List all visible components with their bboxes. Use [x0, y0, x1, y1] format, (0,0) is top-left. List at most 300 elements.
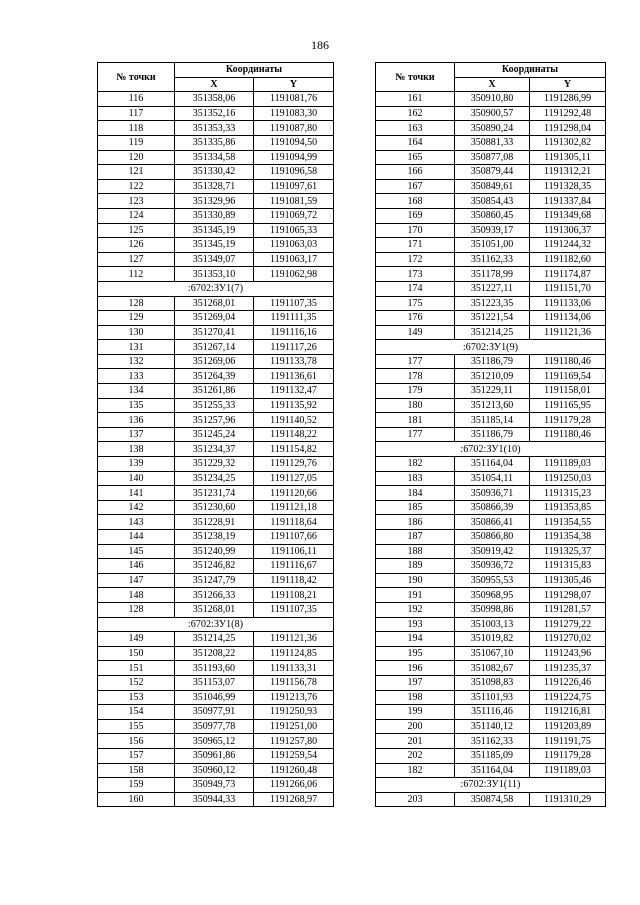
table-row	[98, 675, 334, 690]
x-coordinate-cell: 350877,08	[455, 150, 530, 165]
x-coordinate-cell: 351329,96	[175, 194, 254, 209]
x-coordinate-cell: 351334,58	[175, 150, 254, 165]
table-row	[376, 457, 606, 472]
point-number-cell: 131	[98, 340, 175, 355]
y-coordinate-cell: 1191165,95	[530, 398, 606, 413]
point-number-cell: 124	[98, 208, 175, 223]
y-coordinate-cell: 1191108,21	[254, 588, 334, 603]
point-number-cell: 127	[98, 252, 175, 267]
table-row	[376, 792, 606, 807]
y-coordinate-cell: 1191121,36	[530, 325, 606, 340]
table-row	[98, 778, 334, 793]
table-row	[376, 530, 606, 545]
point-number-cell: 122	[98, 179, 175, 194]
x-coordinate-cell: 350849,61	[455, 179, 530, 194]
y-coordinate-cell: 1191302,82	[530, 135, 606, 150]
y-coordinate-cell: 1191216,81	[530, 705, 606, 720]
y-coordinate-cell: 1191180,46	[530, 354, 606, 369]
point-number-cell: 123	[98, 194, 175, 209]
point-number-cell: 188	[376, 544, 455, 559]
table-row	[98, 194, 334, 209]
y-coordinate-cell: 1191154,82	[254, 442, 334, 457]
y-coordinate-cell: 1191266,06	[254, 778, 334, 793]
x-coordinate-cell: 351164,04	[455, 457, 530, 472]
table-row	[376, 398, 606, 413]
y-coordinate-cell: 1191298,04	[530, 121, 606, 136]
section-header-row	[376, 340, 606, 355]
x-coordinate-cell: 351193,60	[175, 661, 254, 676]
section-label: :6702:ЗУ1(11)	[376, 778, 606, 793]
point-number-cell: 180	[376, 398, 455, 413]
x-coordinate-cell: 350900,57	[455, 106, 530, 121]
table-row	[98, 457, 334, 472]
x-coordinate-cell: 351214,25	[455, 325, 530, 340]
y-coordinate-cell: 1191133,78	[254, 354, 334, 369]
x-coordinate-cell: 351353,10	[175, 267, 254, 282]
point-number-cell: 116	[98, 92, 175, 107]
table-row	[98, 150, 334, 165]
x-coordinate-cell: 351261,86	[175, 384, 254, 399]
point-number-cell: 139	[98, 457, 175, 472]
y-coordinate-cell: 1191063,17	[254, 252, 334, 267]
point-number-cell: 128	[98, 296, 175, 311]
x-coordinate-cell: 351266,33	[175, 588, 254, 603]
x-coordinate-cell: 350998,86	[455, 602, 530, 617]
x-coordinate-cell: 351229,11	[455, 384, 530, 399]
x-coordinate-cell: 351227,11	[455, 281, 530, 296]
x-coordinate-cell: 351228,91	[175, 515, 254, 530]
table-row	[376, 208, 606, 223]
point-number-cell: 152	[98, 675, 175, 690]
table-row	[376, 661, 606, 676]
table-row	[376, 413, 606, 428]
table-row	[376, 690, 606, 705]
y-coordinate-cell: 1191118,42	[254, 573, 334, 588]
y-coordinate-cell: 1191279,22	[530, 617, 606, 632]
y-coordinate-cell: 1191251,00	[254, 719, 334, 734]
y-header: Y	[254, 77, 334, 92]
x-coordinate-cell: 350944,33	[175, 792, 254, 807]
y-coordinate-cell: 1191203,89	[530, 719, 606, 734]
x-coordinate-cell: 351223,35	[455, 296, 530, 311]
x-coordinate-cell: 351186,79	[455, 427, 530, 442]
y-coordinate-cell: 1191268,97	[254, 792, 334, 807]
y-coordinate-cell: 1191069,72	[254, 208, 334, 223]
table-row	[98, 106, 334, 121]
table-row	[376, 573, 606, 588]
x-coordinate-cell: 351140,12	[455, 719, 530, 734]
y-coordinate-cell: 1191136,61	[254, 369, 334, 384]
y-coordinate-cell: 1191179,28	[530, 413, 606, 428]
point-number-cell: 182	[376, 763, 455, 778]
table-row	[98, 165, 334, 180]
point-number-cell: 193	[376, 617, 455, 632]
point-number-cell: 203	[376, 792, 455, 807]
table-body	[376, 92, 606, 807]
page-number: 186	[311, 38, 329, 52]
point-number-cell: 134	[98, 384, 175, 399]
table-row	[98, 646, 334, 661]
point-number-cell: 159	[98, 778, 175, 793]
coordinates-header: Координаты	[175, 63, 334, 78]
point-number-cell: 181	[376, 413, 455, 428]
table-row	[376, 602, 606, 617]
table-row	[376, 325, 606, 340]
x-coordinate-cell: 350977,78	[175, 719, 254, 734]
x-coordinate-cell: 351210,09	[455, 369, 530, 384]
point-number-cell: 174	[376, 281, 455, 296]
table-row	[98, 208, 334, 223]
section-header-row	[376, 778, 606, 793]
y-coordinate-cell: 1191260,48	[254, 763, 334, 778]
y-coordinate-cell: 1191107,35	[254, 602, 334, 617]
y-coordinate-cell: 1191107,35	[254, 296, 334, 311]
table-row	[98, 632, 334, 647]
point-number-cell: 198	[376, 690, 455, 705]
table-row	[376, 311, 606, 326]
point-number-cell: 137	[98, 427, 175, 442]
x-header: X	[455, 77, 530, 92]
y-coordinate-cell: 1191121,36	[254, 632, 334, 647]
point-number-cell: 194	[376, 632, 455, 647]
y-coordinate-cell: 1191189,03	[530, 457, 606, 472]
table-row	[98, 748, 334, 763]
table-row	[376, 486, 606, 501]
x-coordinate-cell: 351162,33	[455, 252, 530, 267]
y-coordinate-cell: 1191224,75	[530, 690, 606, 705]
table-row	[376, 135, 606, 150]
section-label: :6702:ЗУ1(8)	[98, 617, 334, 632]
table-row	[98, 296, 334, 311]
point-number-cell: 126	[98, 238, 175, 253]
x-coordinate-cell: 351269,06	[175, 354, 254, 369]
x-coordinate-cell: 351101,93	[455, 690, 530, 705]
point-number-cell: 197	[376, 675, 455, 690]
x-coordinate-cell: 351153,07	[175, 675, 254, 690]
table-row	[376, 281, 606, 296]
point-number-cell: 151	[98, 661, 175, 676]
point-number-cell: 155	[98, 719, 175, 734]
point-number-cell: 195	[376, 646, 455, 661]
table-row	[98, 719, 334, 734]
y-coordinate-cell: 1191062,98	[254, 267, 334, 282]
point-number-cell: 179	[376, 384, 455, 399]
table-row	[376, 179, 606, 194]
point-number-cell: 183	[376, 471, 455, 486]
x-coordinate-cell: 351234,25	[175, 471, 254, 486]
y-coordinate-cell: 1191353,85	[530, 500, 606, 515]
point-number-cell: 172	[376, 252, 455, 267]
x-coordinate-cell: 351185,14	[455, 413, 530, 428]
y-coordinate-cell: 1191133,06	[530, 296, 606, 311]
table-row	[98, 530, 334, 545]
point-number-cell: 120	[98, 150, 175, 165]
x-coordinate-cell: 351019,82	[455, 632, 530, 647]
y-coordinate-cell: 1191158,01	[530, 384, 606, 399]
x-coordinate-cell: 351267,14	[175, 340, 254, 355]
point-number-cell: 196	[376, 661, 455, 676]
x-coordinate-cell: 350860,45	[455, 208, 530, 223]
y-coordinate-cell: 1191129,76	[254, 457, 334, 472]
x-coordinate-cell: 351335,86	[175, 135, 254, 150]
table-row	[376, 150, 606, 165]
point-number-cell: 119	[98, 135, 175, 150]
x-coordinate-cell: 351264,39	[175, 369, 254, 384]
y-coordinate-cell: 1191106,11	[254, 544, 334, 559]
point-number-cell: 168	[376, 194, 455, 209]
x-coordinate-cell: 351238,19	[175, 530, 254, 545]
y-coordinate-cell: 1191325,37	[530, 544, 606, 559]
point-number-cell: 200	[376, 719, 455, 734]
y-coordinate-cell: 1191081,59	[254, 194, 334, 209]
point-number-cell: 178	[376, 369, 455, 384]
table-row	[376, 748, 606, 763]
point-number-cell: 199	[376, 705, 455, 720]
y-coordinate-cell: 1191354,38	[530, 530, 606, 545]
section-label: :6702:ЗУ1(9)	[376, 340, 606, 355]
y-coordinate-cell: 1191148,22	[254, 427, 334, 442]
y-coordinate-cell: 1191156,78	[254, 675, 334, 690]
table-row	[376, 763, 606, 778]
y-coordinate-cell: 1191328,35	[530, 179, 606, 194]
x-coordinate-cell: 351178,99	[455, 267, 530, 282]
point-number-cell: 135	[98, 398, 175, 413]
point-number-cell: 125	[98, 223, 175, 238]
point-number-cell: 144	[98, 530, 175, 545]
point-number-cell: 167	[376, 179, 455, 194]
x-coordinate-cell: 351231,74	[175, 486, 254, 501]
x-coordinate-cell: 351255,33	[175, 398, 254, 413]
point-number-cell: 177	[376, 354, 455, 369]
point-number-cell: 148	[98, 588, 175, 603]
point-number-cell: 169	[376, 208, 455, 223]
y-coordinate-cell: 1191111,35	[254, 311, 334, 326]
x-coordinate-cell: 351353,33	[175, 121, 254, 136]
table-row	[98, 573, 334, 588]
y-coordinate-cell: 1191312,21	[530, 165, 606, 180]
x-coordinate-cell: 351328,71	[175, 179, 254, 194]
table-row	[98, 559, 334, 574]
y-coordinate-cell: 1191124,85	[254, 646, 334, 661]
point-number-cell: 121	[98, 165, 175, 180]
y-coordinate-cell: 1191180,46	[530, 427, 606, 442]
x-coordinate-cell: 351234,37	[175, 442, 254, 457]
table-row	[98, 544, 334, 559]
point-number-header: № точки	[376, 63, 455, 92]
point-number-cell: 118	[98, 121, 175, 136]
table-row	[98, 763, 334, 778]
x-coordinate-cell: 350977,91	[175, 705, 254, 720]
x-coordinate-cell: 351245,24	[175, 427, 254, 442]
point-number-cell: 170	[376, 223, 455, 238]
y-coordinate-cell: 1191243,96	[530, 646, 606, 661]
y-coordinate-cell: 1191096,58	[254, 165, 334, 180]
x-coordinate-cell: 351221,54	[455, 311, 530, 326]
x-coordinate-cell: 351003,13	[455, 617, 530, 632]
point-number-cell: 173	[376, 267, 455, 282]
y-coordinate-cell: 1191250,03	[530, 471, 606, 486]
table-row	[98, 252, 334, 267]
table-row	[98, 179, 334, 194]
point-number-cell: 163	[376, 121, 455, 136]
point-number-cell: 132	[98, 354, 175, 369]
table-row	[98, 398, 334, 413]
table-row	[376, 223, 606, 238]
table-row	[376, 238, 606, 253]
point-number-cell: 141	[98, 486, 175, 501]
point-number-cell: 142	[98, 500, 175, 515]
x-coordinate-cell: 351240,99	[175, 544, 254, 559]
table-row	[376, 719, 606, 734]
point-number-cell: 162	[376, 106, 455, 121]
table-row	[98, 690, 334, 705]
table-row	[376, 121, 606, 136]
y-coordinate-cell: 1191121,18	[254, 500, 334, 515]
table-row	[376, 427, 606, 442]
point-number-cell: 166	[376, 165, 455, 180]
point-number-cell: 165	[376, 150, 455, 165]
point-number-cell: 133	[98, 369, 175, 384]
y-coordinate-cell: 1191306,37	[530, 223, 606, 238]
point-number-cell: 130	[98, 325, 175, 340]
point-number-cell: 128	[98, 602, 175, 617]
table-row	[98, 238, 334, 253]
table-row	[98, 223, 334, 238]
x-coordinate-cell: 350854,43	[455, 194, 530, 209]
table-row	[376, 252, 606, 267]
table-row	[376, 632, 606, 647]
table-row	[98, 500, 334, 515]
y-coordinate-cell: 1191133,31	[254, 661, 334, 676]
table-row	[376, 194, 606, 209]
x-coordinate-cell: 350874,58	[455, 792, 530, 807]
point-number-cell: 136	[98, 413, 175, 428]
y-coordinate-cell: 1191189,03	[530, 763, 606, 778]
x-coordinate-cell: 350968,95	[455, 588, 530, 603]
y-coordinate-cell: 1191315,83	[530, 559, 606, 574]
table-row	[376, 267, 606, 282]
y-coordinate-cell: 1191298,07	[530, 588, 606, 603]
x-coordinate-cell: 350866,80	[455, 530, 530, 545]
point-number-cell: 192	[376, 602, 455, 617]
y-coordinate-cell: 1191094,99	[254, 150, 334, 165]
point-number-cell: 160	[98, 792, 175, 807]
x-coordinate-cell: 351247,79	[175, 573, 254, 588]
point-number-cell: 138	[98, 442, 175, 457]
x-coordinate-cell: 351185,09	[455, 748, 530, 763]
y-coordinate-cell: 1191226,46	[530, 675, 606, 690]
y-coordinate-cell: 1191117,26	[254, 340, 334, 355]
table-row	[98, 267, 334, 282]
table-row	[376, 559, 606, 574]
y-coordinate-cell: 1191286,99	[530, 92, 606, 107]
table-row	[376, 296, 606, 311]
y-coordinate-cell: 1191065,33	[254, 223, 334, 238]
x-coordinate-cell: 351257,96	[175, 413, 254, 428]
x-coordinate-cell: 351082,67	[455, 661, 530, 676]
x-coordinate-cell: 350866,41	[455, 515, 530, 530]
point-number-cell: 190	[376, 573, 455, 588]
point-number-cell: 112	[98, 267, 175, 282]
y-coordinate-cell: 1191174,87	[530, 267, 606, 282]
y-coordinate-cell: 1191127,05	[254, 471, 334, 486]
section-header-row	[98, 281, 334, 296]
table-row	[98, 340, 334, 355]
y-coordinate-cell: 1191151,70	[530, 281, 606, 296]
x-coordinate-cell: 351051,00	[455, 238, 530, 253]
y-coordinate-cell: 1191292,48	[530, 106, 606, 121]
table-row	[376, 544, 606, 559]
point-number-cell: 146	[98, 559, 175, 574]
table-row	[376, 165, 606, 180]
y-coordinate-cell: 1191116,67	[254, 559, 334, 574]
point-number-cell: 177	[376, 427, 455, 442]
y-coordinate-cell: 1191213,76	[254, 690, 334, 705]
x-coordinate-cell: 351330,89	[175, 208, 254, 223]
y-coordinate-cell: 1191315,23	[530, 486, 606, 501]
y-coordinate-cell: 1191135,92	[254, 398, 334, 413]
y-coordinate-cell: 1191120,66	[254, 486, 334, 501]
x-coordinate-cell: 350881,33	[455, 135, 530, 150]
x-coordinate-cell: 350919,42	[455, 544, 530, 559]
y-coordinate-cell: 1191337,84	[530, 194, 606, 209]
table-row	[376, 588, 606, 603]
point-number-cell: 202	[376, 748, 455, 763]
table-row	[376, 384, 606, 399]
table-row	[376, 705, 606, 720]
table-row	[376, 369, 606, 384]
x-coordinate-cell: 351162,33	[455, 734, 530, 749]
x-coordinate-cell: 351208,22	[175, 646, 254, 661]
x-coordinate-cell: 350866,39	[455, 500, 530, 515]
table-row	[98, 135, 334, 150]
y-coordinate-cell: 1191081,76	[254, 92, 334, 107]
x-coordinate-cell: 351046,99	[175, 690, 254, 705]
y-coordinate-cell: 1191259,54	[254, 748, 334, 763]
table-row	[98, 413, 334, 428]
x-coordinate-cell: 350949,73	[175, 778, 254, 793]
table-row	[376, 734, 606, 749]
x-coordinate-cell: 351268,01	[175, 296, 254, 311]
x-header: X	[175, 77, 254, 92]
point-number-cell: 157	[98, 748, 175, 763]
table-row	[376, 471, 606, 486]
x-coordinate-cell: 350890,24	[455, 121, 530, 136]
x-coordinate-cell: 350879,44	[455, 165, 530, 180]
coordinates-header: Координаты	[455, 63, 606, 78]
point-number-cell: 184	[376, 486, 455, 501]
y-coordinate-cell: 1191132,47	[254, 384, 334, 399]
coordinates-table-left	[97, 62, 334, 807]
table-row	[98, 792, 334, 807]
x-coordinate-cell: 351229,32	[175, 457, 254, 472]
point-number-cell: 140	[98, 471, 175, 486]
table-row	[376, 675, 606, 690]
x-coordinate-cell: 351067,10	[455, 646, 530, 661]
y-header: Y	[530, 77, 606, 92]
table-row	[98, 121, 334, 136]
y-coordinate-cell: 1191179,28	[530, 748, 606, 763]
x-coordinate-cell: 351230,60	[175, 500, 254, 515]
table-row	[98, 92, 334, 107]
y-coordinate-cell: 1191305,11	[530, 150, 606, 165]
point-number-cell: 189	[376, 559, 455, 574]
y-coordinate-cell: 1191281,57	[530, 602, 606, 617]
point-number-cell: 145	[98, 544, 175, 559]
section-label: :6702:ЗУ1(10)	[376, 442, 606, 457]
y-coordinate-cell: 1191354,55	[530, 515, 606, 530]
y-coordinate-cell: 1191118,64	[254, 515, 334, 530]
